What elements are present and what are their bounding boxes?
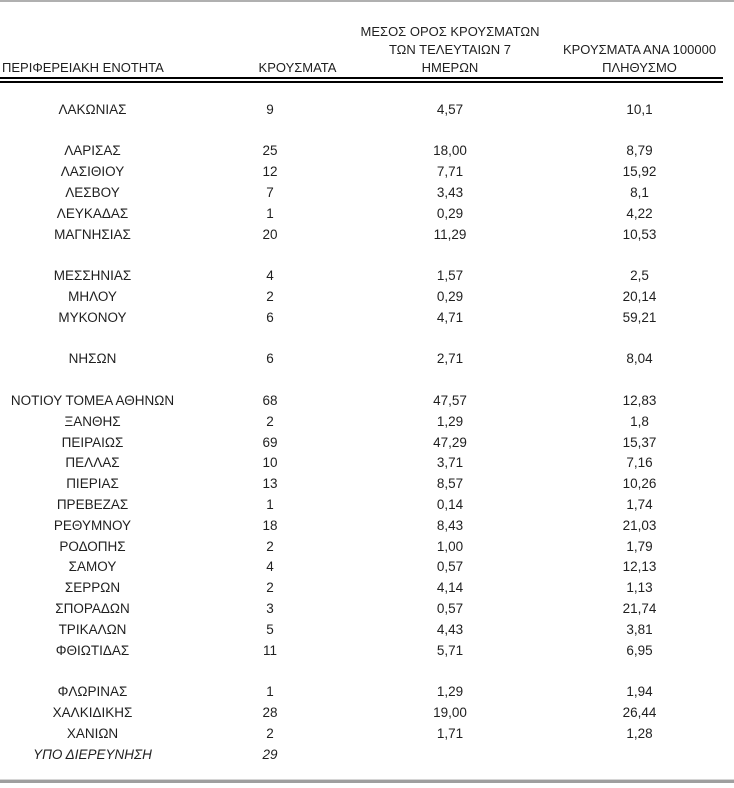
cell-cases: 2 [266, 725, 274, 741]
column-header-line: ΗΜΕΡΩΝ [421, 60, 479, 75]
cell-region: ΜΥΚΟΝΟΥ [58, 309, 127, 325]
table-row [0, 723, 734, 744]
table-row [0, 349, 734, 370]
cell-per100k: 1,28 [626, 725, 653, 741]
cell-per100k: 12,83 [622, 393, 657, 409]
column-header-per100k [545, 41, 734, 77]
cell-per100k: 8,1 [630, 185, 649, 201]
cell-region: ΠΕΛΛΑΣ [65, 455, 120, 471]
table-row [0, 557, 734, 578]
cell-cases: 13 [262, 476, 278, 492]
cell-per100k: 15,37 [622, 434, 657, 450]
cell-cases: 11 [262, 642, 277, 658]
cell-cases: 1 [266, 497, 274, 513]
cell-cases: 2 [266, 538, 274, 554]
cell-per100k: 26,44 [622, 705, 657, 720]
cell-region: ΜΗΛΟΥ [68, 289, 117, 305]
cell-region: ΛΑΡΙΣΑΣ [64, 143, 121, 159]
cell-cases: 2 [266, 413, 274, 429]
table-row [0, 99, 734, 120]
cell-per100k: 10,53 [622, 226, 657, 242]
cell-avg7: 4,43 [436, 621, 464, 637]
cell-avg7: 0,29 [436, 205, 464, 221]
cell-region: ΦΛΩΡΙΝΑΣ [57, 684, 128, 700]
cell-per100k: 10,26 [622, 476, 657, 492]
cell-cases: 5 [266, 621, 274, 637]
table-row [0, 161, 734, 182]
cell-avg7: 47,57 [433, 393, 467, 409]
table-row [0, 619, 734, 640]
cell-avg7: 18,00 [433, 143, 467, 159]
cell-per100k: 4,22 [626, 205, 653, 221]
cell-region: ΝΗΣΩΝ [68, 351, 117, 367]
cell-avg7: 1,57 [436, 268, 464, 284]
cell-avg7: 19,00 [433, 705, 467, 720]
cell-per100k: 15,92 [622, 164, 657, 180]
cell-region: ΜΕΣΣΗΝΙΑΣ [53, 268, 132, 284]
cell-cases: 12 [262, 164, 278, 180]
cell-region: ΜΑΓΝΗΣΙΑΣ [54, 226, 131, 242]
cell-cases: 4 [266, 559, 274, 575]
cell-cases: 10 [262, 455, 278, 471]
cell-region: ΝΟΤΙΟΥ ΤΟΜΕΑ ΑΘΗΝΩΝ [10, 393, 175, 409]
table-row [0, 182, 734, 203]
cell-region: ΥΠΟ ΔΙΕΡΕΥΝΗΣΗ [33, 746, 152, 762]
table-row [0, 307, 734, 328]
page-bottom-border [0, 779, 734, 783]
table-row [0, 390, 734, 411]
column-header-line: ΚΡΟΥΣΜΑΤΑ [258, 60, 337, 75]
cell-region: ΠΕΙΡΑΙΩΣ [61, 434, 124, 450]
cell-avg7: 4,14 [436, 580, 464, 596]
cell-avg7: 0,57 [436, 559, 464, 575]
cell-region: ΡΟΔΟΠΗΣ [59, 538, 126, 554]
cell-region: ΧΑΛΚΙΔΙΚΗΣ [52, 705, 133, 720]
cell-per100k: 20,14 [622, 289, 657, 305]
cell-avg7: 0,57 [436, 601, 464, 617]
cell-per100k: 12,13 [622, 559, 657, 575]
cell-avg7: 4,71 [436, 309, 464, 325]
cell-region: ΧΑΝΙΩΝ [66, 725, 119, 741]
cell-cases: 9 [266, 101, 274, 117]
cell-per100k: 1,74 [626, 497, 653, 513]
table-row [0, 515, 734, 536]
table-header-row [0, 18, 734, 77]
cell-avg7: 3,71 [436, 455, 464, 471]
cell-cases: 69 [262, 434, 278, 450]
cell-per100k: 7,16 [626, 455, 653, 471]
cell-region: ΞΑΝΘΗΣ [64, 413, 121, 429]
cell-cases: 6 [266, 351, 274, 367]
table-row [0, 453, 734, 474]
cell-avg7: 1,29 [436, 684, 464, 700]
cell-region: ΛΑΚΩΝΙΑΣ [58, 101, 127, 117]
table-row [0, 577, 734, 598]
cell-region: ΣΕΡΡΩΝ [64, 580, 121, 596]
cell-avg7: 1,00 [436, 538, 464, 554]
cell-avg7: 5,71 [436, 642, 464, 658]
table-row [0, 411, 734, 432]
cell-region: ΣΠΟΡΑΔΩΝ [55, 601, 130, 617]
cell-region: ΛΕΣΒΟΥ [65, 185, 120, 201]
column-header-region [0, 59, 185, 77]
cell-region: ΛΕΥΚΑΔΑΣ [56, 205, 129, 221]
row-spacer [0, 120, 734, 141]
cell-cases: 1 [266, 205, 274, 221]
table-row [0, 224, 734, 245]
cell-per100k: 21,74 [622, 601, 657, 617]
table-row [0, 494, 734, 515]
cell-avg7: 3,43 [436, 185, 464, 201]
cell-per100k: 10,1 [626, 101, 653, 117]
cell-cases: 3 [266, 601, 274, 617]
table-body [0, 99, 734, 765]
table-row [0, 536, 734, 557]
cell-cases: 7 [266, 185, 274, 201]
page-top-border [0, 0, 734, 2]
row-spacer [0, 328, 734, 349]
cell-region: ΠΙΕΡΙΑΣ [66, 476, 119, 492]
cell-per100k: 1,94 [626, 684, 653, 700]
table-row [0, 681, 734, 702]
table-row [0, 432, 734, 453]
cell-cases: 29 [262, 746, 278, 762]
table-row [0, 141, 734, 162]
cell-cases: 18 [262, 517, 278, 533]
cell-per100k: 8,79 [626, 143, 653, 159]
cell-per100k: 1,79 [626, 538, 653, 554]
cell-avg7: 4,57 [436, 101, 464, 117]
row-spacer [0, 369, 734, 390]
table-row [0, 265, 734, 286]
table-row [0, 598, 734, 619]
cell-cases: 2 [266, 580, 274, 596]
cell-cases: 2 [266, 289, 274, 305]
column-header-line: ΚΡΟΥΣΜΑΤΑ ΑΝΑ 100000 [562, 42, 717, 57]
cell-cases: 25 [262, 143, 278, 159]
cell-avg7: 0,29 [436, 289, 464, 305]
cell-region: ΠΡΕΒΕΖΑΣ [56, 497, 129, 513]
cell-cases: 20 [262, 226, 278, 242]
cell-per100k: 1,13 [626, 580, 653, 596]
header-double-rule [0, 77, 723, 83]
cell-avg7: 8,43 [436, 517, 464, 533]
cell-per100k: 1,8 [630, 413, 649, 429]
cell-avg7: 2,71 [436, 351, 464, 367]
cell-avg7: 7,71 [436, 164, 464, 180]
cell-per100k: 59,21 [622, 309, 657, 325]
cell-cases: 6 [266, 309, 274, 325]
column-header-line: ΠΛΗΘΥΣΜΟ [602, 60, 677, 75]
column-header-line: ΠΕΡΙΦΕΡΕΙΑΚΗ ΕΝΟΤΗΤΑ [2, 60, 164, 75]
cell-avg7: 47,29 [433, 434, 467, 450]
cell-cases: 68 [262, 393, 278, 409]
cell-per100k: 8,04 [626, 351, 653, 367]
table-row [0, 744, 734, 765]
cell-avg7: 1,29 [436, 413, 464, 429]
table-row [0, 473, 734, 494]
cell-avg7: 11,29 [433, 226, 467, 242]
cell-per100k: 21,03 [622, 517, 657, 533]
cell-cases: 1 [266, 684, 274, 700]
table-row [0, 702, 734, 723]
column-header-line: ΤΩΝ ΤΕΛΕΥΤΑΙΩΝ 7 [388, 42, 512, 57]
cell-per100k: 3,81 [626, 621, 653, 637]
cell-per100k: 6,95 [626, 642, 653, 658]
column-header-cases [185, 59, 355, 77]
row-spacer [0, 661, 734, 682]
column-header-avg7 [355, 23, 545, 77]
cell-region: ΤΡΙΚΑΛΩΝ [58, 621, 127, 637]
cell-avg7: 0,14 [436, 497, 464, 513]
cell-per100k: 2,5 [630, 268, 649, 284]
table-row [0, 286, 734, 307]
column-header-line: ΜΕΣΟΣ ΟΡΟΣ ΚΡΟΥΣΜΑΤΩΝ [360, 24, 540, 39]
table-row [0, 203, 734, 224]
cell-region: ΦΘΙΩΤΙΔΑΣ [55, 642, 130, 658]
cell-cases: 4 [266, 268, 274, 284]
table-row [0, 640, 734, 661]
cell-avg7: 1,71 [436, 725, 464, 741]
cell-region: ΡΕΘΥΜΝΟΥ [53, 517, 132, 533]
cell-region: ΛΑΣΙΘΙΟΥ [60, 164, 125, 180]
cell-region: ΣΑΜΟΥ [68, 559, 117, 575]
cell-avg7: 8,57 [436, 476, 464, 492]
cell-cases: 28 [262, 705, 278, 720]
row-spacer [0, 245, 734, 266]
